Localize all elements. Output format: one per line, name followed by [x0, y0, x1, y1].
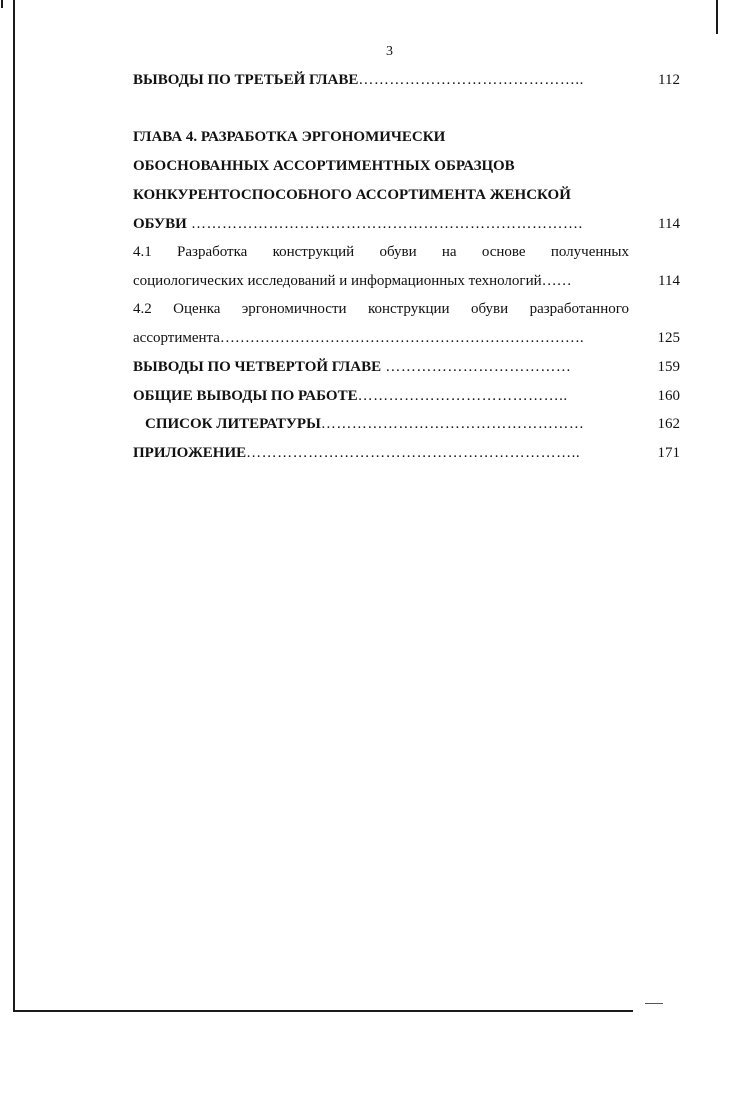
toc-page-number: 160 — [657, 388, 680, 404]
toc-entry-chapter4 — [133, 214, 629, 234]
page-number: 3 — [386, 44, 393, 59]
toc-entry-title: СПИСОК ЛИТЕРАТУРЫ — [145, 416, 321, 432]
toc-entry-ch3-conclusions — [133, 70, 629, 90]
chapter4-title-line2: ОБОСНОВАННЫХ АССОРТИМЕНТНЫХ ОБРАЗЦОВ — [133, 158, 515, 174]
section4-2-line2: ассортимента………………………………………………………………. — [133, 330, 584, 346]
toc-entry-title: ВЫВОДЫ ПО ЧЕТВЕРТОЙ ГЛАВЕ — [133, 359, 382, 375]
toc-leader-dots: …………………………………………………………………. — [186, 216, 583, 232]
toc-entry-title: ПРИЛОЖЕНИЕ — [133, 445, 247, 461]
toc-leader-dots: ……………………………… — [381, 359, 572, 375]
toc-entry-references — [145, 414, 629, 434]
toc-page-number: 171 — [657, 445, 680, 461]
toc-entry-appendix — [133, 443, 629, 463]
toc-page-number: 112 — [658, 72, 680, 88]
section4-2-line1: 4.2 Оценка эргономичности конструкции обуви разработанного — [133, 301, 629, 317]
section4-1-line1: 4.1 Разработка конструкций обуви на основе полученных — [133, 244, 629, 260]
chapter4-title-line1: ГЛАВА 4. РАЗРАБОТКА ЭРГОНОМИЧЕСКИ — [133, 129, 446, 145]
scan-left-border — [13, 0, 15, 1012]
toc-page-number: 114 — [658, 216, 680, 232]
scan-right-border — [716, 0, 718, 34]
chapter4-title-line4: ОБУВИ — [133, 216, 187, 232]
toc-entry-title: ВЫВОДЫ ПО ТРЕТЬЕЙ ГЛАВЕ — [133, 72, 359, 88]
toc-page-number: 125 — [657, 330, 680, 346]
scan-bottom-dash — [645, 1003, 663, 1004]
toc-page-number: 159 — [657, 359, 680, 375]
toc-page-number: 162 — [657, 416, 680, 432]
toc-leader-dots: ………………………………….. — [357, 388, 568, 404]
chapter4-title-line3: КОНКУРЕНТОСПОСОБНОГО АССОРТИМЕНТА ЖЕНСКОЙ — [133, 187, 571, 203]
toc-page-number: 114 — [658, 273, 680, 289]
toc-entry-ch4-conclusions — [133, 357, 629, 377]
toc-leader-dots: …………………………………….. — [358, 72, 584, 88]
scan-bottom-border — [15, 1010, 633, 1012]
toc-entry-general-conclusions — [133, 386, 629, 406]
toc-leader-dots: …………………………………………… — [320, 416, 585, 432]
scan-edge-mark — [1, 0, 3, 8]
section4-1-line2: социологических исследований и информационных технологий…… — [133, 273, 572, 289]
toc-entry-title: ОБЩИЕ ВЫВОДЫ ПО РАБОТЕ — [133, 388, 358, 404]
toc-leader-dots: ……………………………………………………….. — [246, 445, 581, 461]
